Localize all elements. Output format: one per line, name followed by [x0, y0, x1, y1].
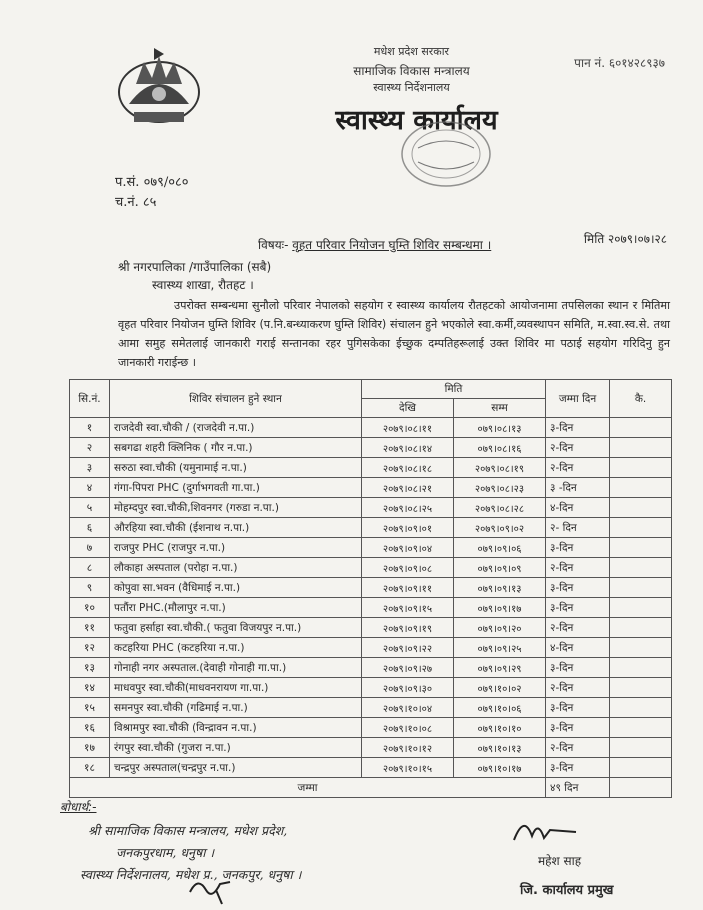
addressee-line-2: स्वास्थ्य शाखा, रौतहट ।	[152, 278, 254, 292]
header-to: सम्म	[454, 399, 546, 418]
cc-line-2: जनकपुरधाम, धनुषा ।	[116, 845, 215, 860]
row-sn: १०	[70, 598, 110, 618]
row-from-date: २०७९।०८।१४	[362, 438, 454, 458]
row-remarks	[610, 578, 672, 598]
row-sn: ११	[70, 618, 110, 638]
table-row	[70, 498, 672, 518]
row-remarks	[610, 538, 672, 558]
row-from-date: २०७९।१०।०८	[362, 718, 454, 738]
row-sn: १३	[70, 658, 110, 678]
row-to-date: २०७९।०८।१९	[454, 458, 546, 478]
row-days: २-दिन	[546, 438, 610, 458]
row-place: सबगढा शहरी क्लिनिक ( गौर न.पा.)	[110, 438, 362, 458]
row-place: समनपुर स्वा.चौकी (गढिमाई न.पा.)	[110, 698, 362, 718]
row-days: ३-दिन	[546, 658, 610, 678]
row-to-date: ०७९।१०।१७	[454, 758, 546, 778]
row-sn: ६	[70, 518, 110, 538]
row-from-date: २०७९।०९।१९	[362, 618, 454, 638]
row-remarks	[610, 758, 672, 778]
office-stamp-icon	[398, 118, 494, 190]
dispatch-number: च.नं. ८५	[115, 195, 157, 210]
row-sn: ७	[70, 538, 110, 558]
row-remarks	[610, 498, 672, 518]
row-remarks	[610, 438, 672, 458]
row-from-date: २०७९।०९।११	[362, 578, 454, 598]
subject-line	[258, 236, 491, 253]
signer-title: जि. कार्यालय प्रमुख	[520, 883, 614, 898]
office-title: स्वास्थ्य कार्यालय	[335, 105, 498, 136]
row-remarks	[610, 678, 672, 698]
row-to-date: ०७९।१०।०२	[454, 678, 546, 698]
row-place: मोहम्दपुर स्वा.चौकी,शिवनगर (गरुडा न.पा.)	[110, 498, 362, 518]
row-to-date: ०७९।१०।०६	[454, 698, 546, 718]
row-to-date: ०७९।०९।०६	[454, 538, 546, 558]
row-days: ३-दिन	[546, 698, 610, 718]
row-place: रंगपुर स्वा.चौकी (गुजरा न.पा.)	[110, 738, 362, 758]
row-days: २-दिन	[546, 678, 610, 698]
header-sn: सि.नं.	[70, 380, 110, 418]
row-sn: ५	[70, 498, 110, 518]
row-to-date: ०७९।०९।२०	[454, 618, 546, 638]
header-place: शिविर संचालन हुने स्थान	[110, 380, 362, 418]
row-place: फतुवा हर्साहा स्वा.चौकी.( फतुवा विजयपुर न.पा.)	[110, 618, 362, 638]
row-place: सरुठा स्वा.चौकी (यमुनामाई न.पा.)	[110, 458, 362, 478]
row-place: चन्द्रपुर अस्पताल(चन्द्रपुर न.पा.)	[110, 758, 362, 778]
row-place: लौकाहा अस्पताल (परोहा न.पा.)	[110, 558, 362, 578]
table-row	[70, 698, 672, 718]
row-from-date: २०७९।०९।३०	[362, 678, 454, 698]
table-row	[70, 678, 672, 698]
row-sn: १४	[70, 678, 110, 698]
table-row	[70, 578, 672, 598]
row-to-date: ०७९।०८।१३	[454, 418, 546, 438]
row-place: राजपुर PHC (राजपुर न.पा.)	[110, 538, 362, 558]
row-place: विश्रामपुर स्वा.चौकी (विन्द्रावन न.पा.)	[110, 718, 362, 738]
row-remarks	[610, 458, 672, 478]
row-days: ३-दिन	[546, 418, 610, 438]
row-place: माधवपुर स्वा.चौकी(माधवनरायण गा.पा.)	[110, 678, 362, 698]
row-place: राजदेवी स्वा.चौकी / (राजदेवी न.पा.)	[110, 418, 362, 438]
signature-icon	[510, 812, 580, 846]
row-from-date: २०७९।०९।०१	[362, 518, 454, 538]
table-row	[70, 458, 672, 478]
row-days: २-दिन	[546, 558, 610, 578]
row-remarks	[610, 718, 672, 738]
total-label: जम्मा	[70, 778, 546, 798]
row-to-date: २०७९।०९।०२	[454, 518, 546, 538]
row-sn: १७	[70, 738, 110, 758]
row-days: ३-दिन	[546, 598, 610, 618]
row-days: २- दिन	[546, 518, 610, 538]
row-days: ३-दिन	[546, 718, 610, 738]
row-sn: १५	[70, 698, 110, 718]
row-remarks	[610, 418, 672, 438]
row-place: गंगा-पिपरा PHC (दुर्गाभगवती गा.पा.)	[110, 478, 362, 498]
row-remarks	[610, 638, 672, 658]
row-from-date: २०७९।०९।०८	[362, 558, 454, 578]
signer-name: महेश साह	[538, 854, 582, 868]
cc-line-1: श्री सामाजिक विकास मन्त्रालय, मधेश प्रदेश,	[88, 823, 288, 838]
row-days: ३-दिन	[546, 538, 610, 558]
row-remarks	[610, 478, 672, 498]
row-sn: १	[70, 418, 110, 438]
row-sn: ४	[70, 478, 110, 498]
row-to-date: ०७९।१०।१३	[454, 738, 546, 758]
row-from-date: २०७९।०८।२५	[362, 498, 454, 518]
row-days: ४-दिन	[546, 498, 610, 518]
row-from-date: २०७९।१०।०४	[362, 698, 454, 718]
row-sn: ८	[70, 558, 110, 578]
row-place: गोनाही नगर अस्पताल.(देवाही गोनाही गा.पा.)	[110, 658, 362, 678]
row-to-date: ०७९।१०।१०	[454, 718, 546, 738]
total-days: ४९ दिन	[546, 778, 610, 798]
row-sn: १२	[70, 638, 110, 658]
row-from-date: २०७९।०९।०४	[362, 538, 454, 558]
total-remarks	[610, 778, 672, 798]
letter-body: उपरोक्त सम्बन्धमा सुनौलो परिवार नेपालको सहयोग र स्वास्थ्य कार्यालय रौतहटको आयोजनामा तपसिलका स्थान र मितिमा वृहत परिवार नियोजन घुम्ति शिविर (प.नि.बन्ध्याकरण घुम्ति शिविर) संचालन हुने भएकोले स्वा.कर्मी,व्यवस्थापन समिति, म.स्वा.स्व.से. तथा आमा समुह समेतलाई जानकारी गराई सन्तानका रहर पुगिसकेका ईच्छुक दम्पतिहरूलाई उक्त शिविर मा पठाई सहयोग गरिदिनु हुन जानकारी गराईन्छ ।	[118, 299, 670, 369]
row-from-date: २०७९।०९।२२	[362, 638, 454, 658]
row-to-date: २०७९।०८।२८	[454, 498, 546, 518]
cc-label: बोधार्थ:-	[60, 800, 97, 814]
header-government: मधेश प्रदेश सरकार	[373, 45, 450, 58]
row-remarks	[610, 558, 672, 578]
row-days: २-दिन	[546, 738, 610, 758]
table-row	[70, 418, 672, 438]
pan-number: पान नं. ६०१४२८९३७	[574, 56, 665, 70]
row-remarks	[610, 598, 672, 618]
subject-label: विषयः-	[258, 238, 293, 252]
row-sn: १८	[70, 758, 110, 778]
cc-line-3: स्वास्थ्य निर्देशनालय, मधेश प्र., जनकपुर, धनुषा ।	[80, 867, 302, 882]
row-remarks	[610, 738, 672, 758]
row-remarks	[610, 618, 672, 638]
row-to-date: ०७९।०९।२५	[454, 638, 546, 658]
row-to-date: ०७९।०९।२९	[454, 658, 546, 678]
row-from-date: २०७९।०८।१८	[362, 458, 454, 478]
row-place: पतौंरा PHC.(मौलापुर न.पा.)	[110, 598, 362, 618]
row-from-date: २०७९।१०।१५	[362, 758, 454, 778]
row-sn: ९	[70, 578, 110, 598]
row-remarks	[610, 658, 672, 678]
header-from: देखि	[362, 399, 454, 418]
header-date: मिति	[362, 380, 546, 399]
row-from-date: २०७९।१०।१२	[362, 738, 454, 758]
row-from-date: २०७९।०८।११	[362, 418, 454, 438]
table-row	[70, 518, 672, 538]
row-sn: ३	[70, 458, 110, 478]
table-row	[70, 438, 672, 458]
table-row	[70, 718, 672, 738]
row-remarks	[610, 698, 672, 718]
row-to-date: ०७९।०९।०९	[454, 558, 546, 578]
table-row	[70, 618, 672, 638]
table-row	[70, 478, 672, 498]
table-row	[70, 538, 672, 558]
row-sn: २	[70, 438, 110, 458]
row-from-date: २०७९।०८।२१	[362, 478, 454, 498]
letter-reference-number: प.सं. ०७९/०८०	[115, 175, 189, 190]
table-row	[70, 658, 672, 678]
row-place: कोपुवा सा.भवन (वैधिमाई न.पा.)	[110, 578, 362, 598]
row-to-date: २०७९।०८।२३	[454, 478, 546, 498]
row-days: ३-दिन	[546, 578, 610, 598]
row-days: २-दिन	[546, 618, 610, 638]
header-days: जम्मा दिन	[546, 380, 610, 418]
table-row	[70, 738, 672, 758]
addressee-line-1: श्री नगरपालिका /गाउँपालिका (सबै)	[118, 260, 272, 274]
table-row	[70, 638, 672, 658]
row-remarks	[610, 518, 672, 538]
initial-signature-icon	[186, 872, 246, 906]
header-ministry: सामाजिक विकास मन्त्रालय	[353, 64, 470, 78]
row-to-date: ०७९।०९।१३	[454, 578, 546, 598]
table-row	[70, 558, 672, 578]
row-place: औरहिया स्वा.चौकी (ईशनाथ न.पा.)	[110, 518, 362, 538]
letter-date: मिति २०७९।०७।२८	[583, 232, 667, 246]
table-row	[70, 758, 672, 778]
row-from-date: २०७९।०९।१५	[362, 598, 454, 618]
row-place: कटहरिया PHC (कटहरिया न.पा.)	[110, 638, 362, 658]
table-row	[70, 598, 672, 618]
row-to-date: ०७९।०९।१७	[454, 598, 546, 618]
subject-text: वृहत परिवार नियोजन घुम्ति शिविर सम्बन्धमा ।	[292, 238, 492, 252]
row-sn: १६	[70, 718, 110, 738]
row-days: ३-दिन	[546, 758, 610, 778]
cc-block	[60, 798, 97, 815]
header-remarks: कै.	[610, 380, 672, 418]
row-days: ४-दिन	[546, 638, 610, 658]
header-directorate: स्वास्थ्य निर्देशनालय	[373, 81, 450, 94]
camp-schedule-table	[69, 379, 672, 798]
row-from-date: २०७९।०९।२७	[362, 658, 454, 678]
row-to-date: ०७९।०८।१६	[454, 438, 546, 458]
row-days: ३ -दिन	[546, 478, 610, 498]
row-days: २-दिन	[546, 458, 610, 478]
